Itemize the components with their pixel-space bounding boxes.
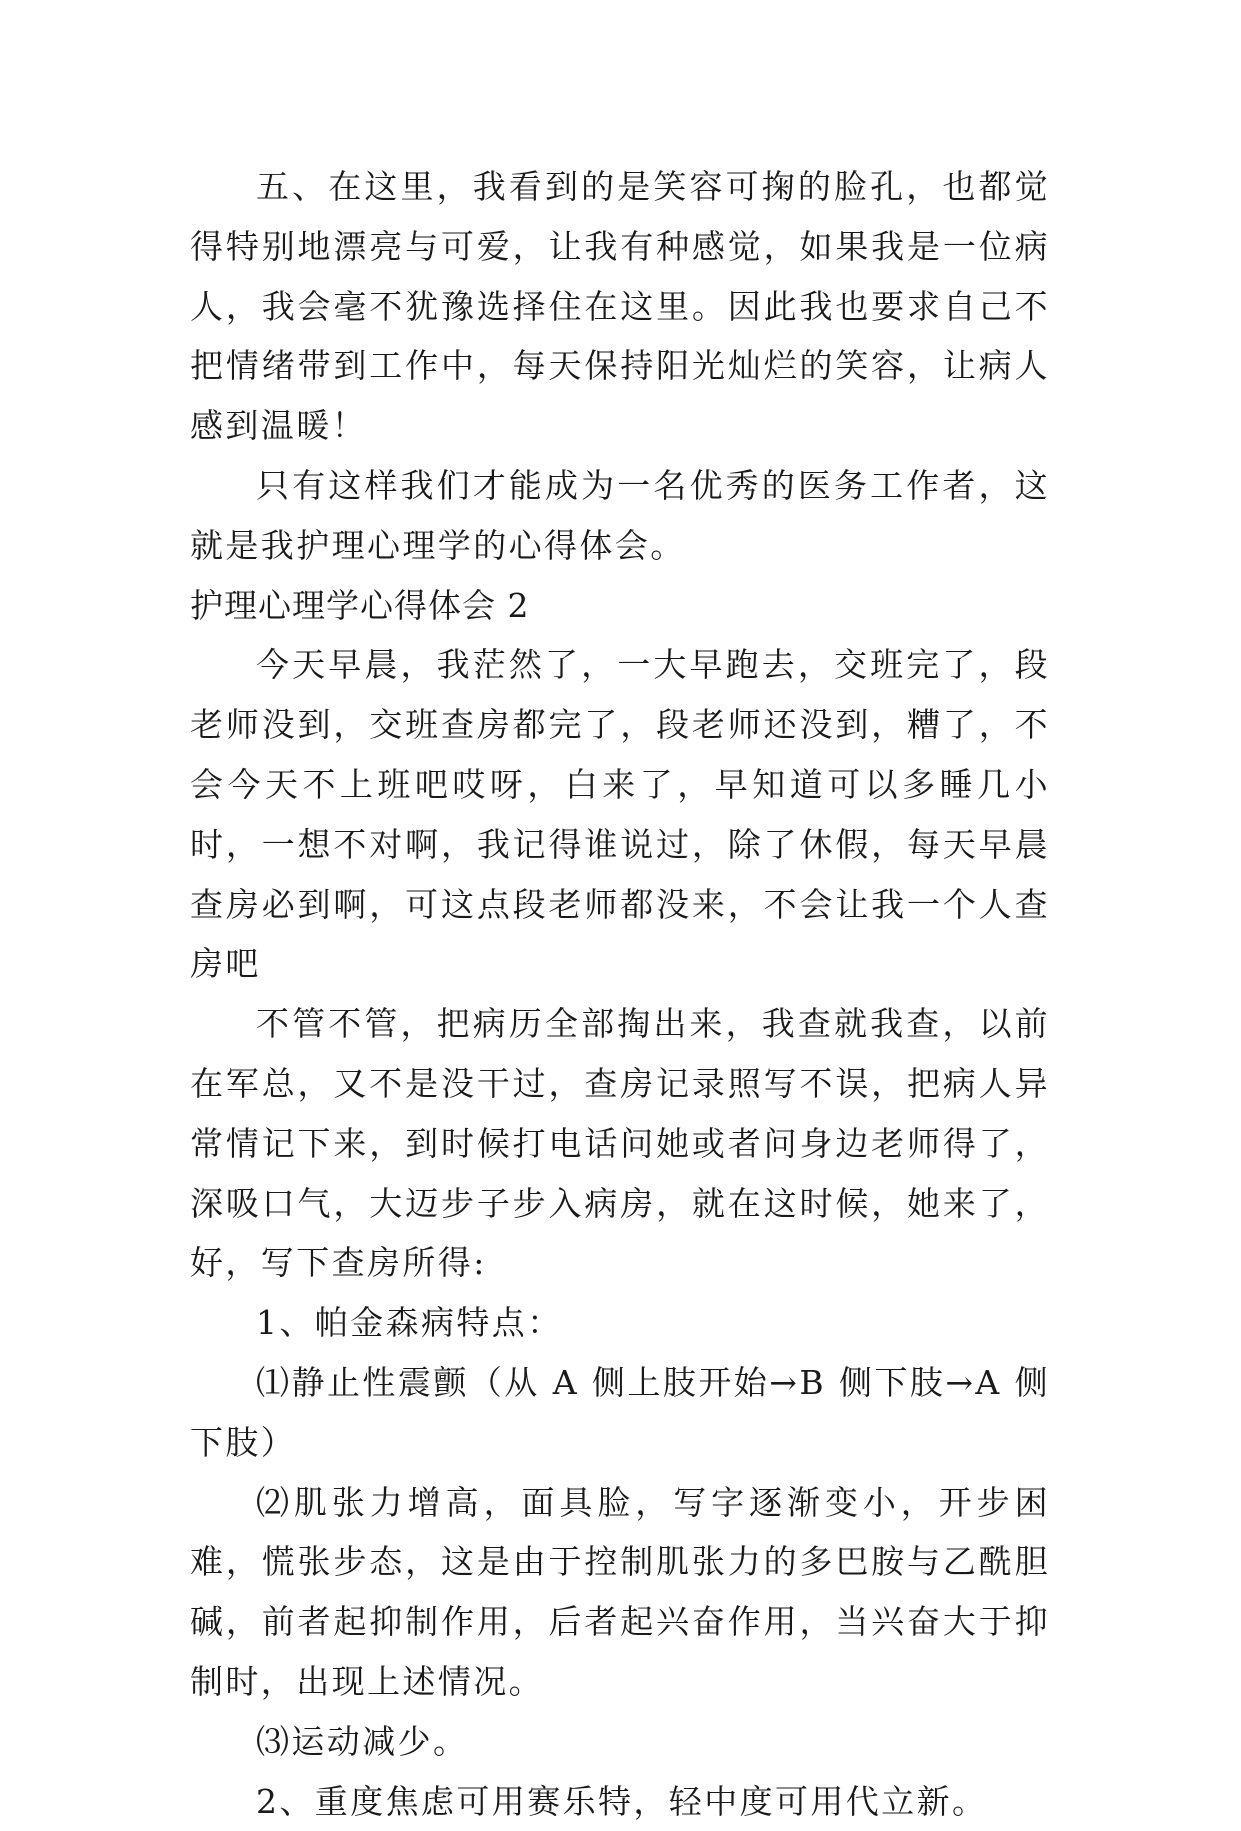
paragraph-4: 不管不管，把病历全部掏出来，我查就我查，以前在军总，又不是没干过，查房记录照写不误，把病人异常情记下来，到时候打电话问她或者问身边老师得了，深吸口气，大迈步子步入病房，就在这时候，她来了，好，写下查房所得: [190, 1004, 1050, 1283]
sub-item-1: ⑴静止性震颤（从 A 侧上肢开始→B 侧下肢→A 侧下肢） [190, 1362, 1050, 1462]
paragraph-2: 只有这样我们才能成为一名优秀的医务工作者，这就是我护理心理学的心得体会。 [190, 465, 1050, 565]
list-item-2: 2、重度焦虑可用赛乐特，轻中度可用代立新。 [256, 1781, 988, 1821]
sub-item-2: ⑵肌张力增高，面具脸，写字逐渐变小，开步困难，慌张步态，这是由于控制肌张力的多巴胺与乙酰胆碱，前者起抑制作用，后者起兴奋作用，当兴奋大于抑制时，出现上述情况。 [190, 1482, 1050, 1701]
section-heading: 护理心理学心得体会 2 [190, 585, 530, 625]
document-body [190, 157, 1050, 1831]
sub-item-3: ⑶运动减少。 [256, 1721, 469, 1761]
paragraph-3: 今天早晨，我茫然了，一大早跑去，交班完了，段老师没到，交班查房都完了，段老师还没到，糟了，不会今天不上班吧哎呀，白来了，早知道可以多睡几小时，一想不对啊，我记得谁说过，除了休假，每天早晨查房必到啊，可这点段老师都没来，不会让我一个人查房吧 [190, 645, 1050, 984]
list-item-1: 1、帕金森病特点： [256, 1303, 563, 1343]
paragraph-1: 五、在这里，我看到的是笑容可掬的脸孔，也都觉得特别地漂亮与可爱，让我有种感觉，如果我是一位病人，我会毫不犹豫选择住在这里。因此我也要求自己不把情绪带到工作中，每天保持阳光灿烂的笑容，让病人感到温暖！ [190, 167, 1050, 446]
